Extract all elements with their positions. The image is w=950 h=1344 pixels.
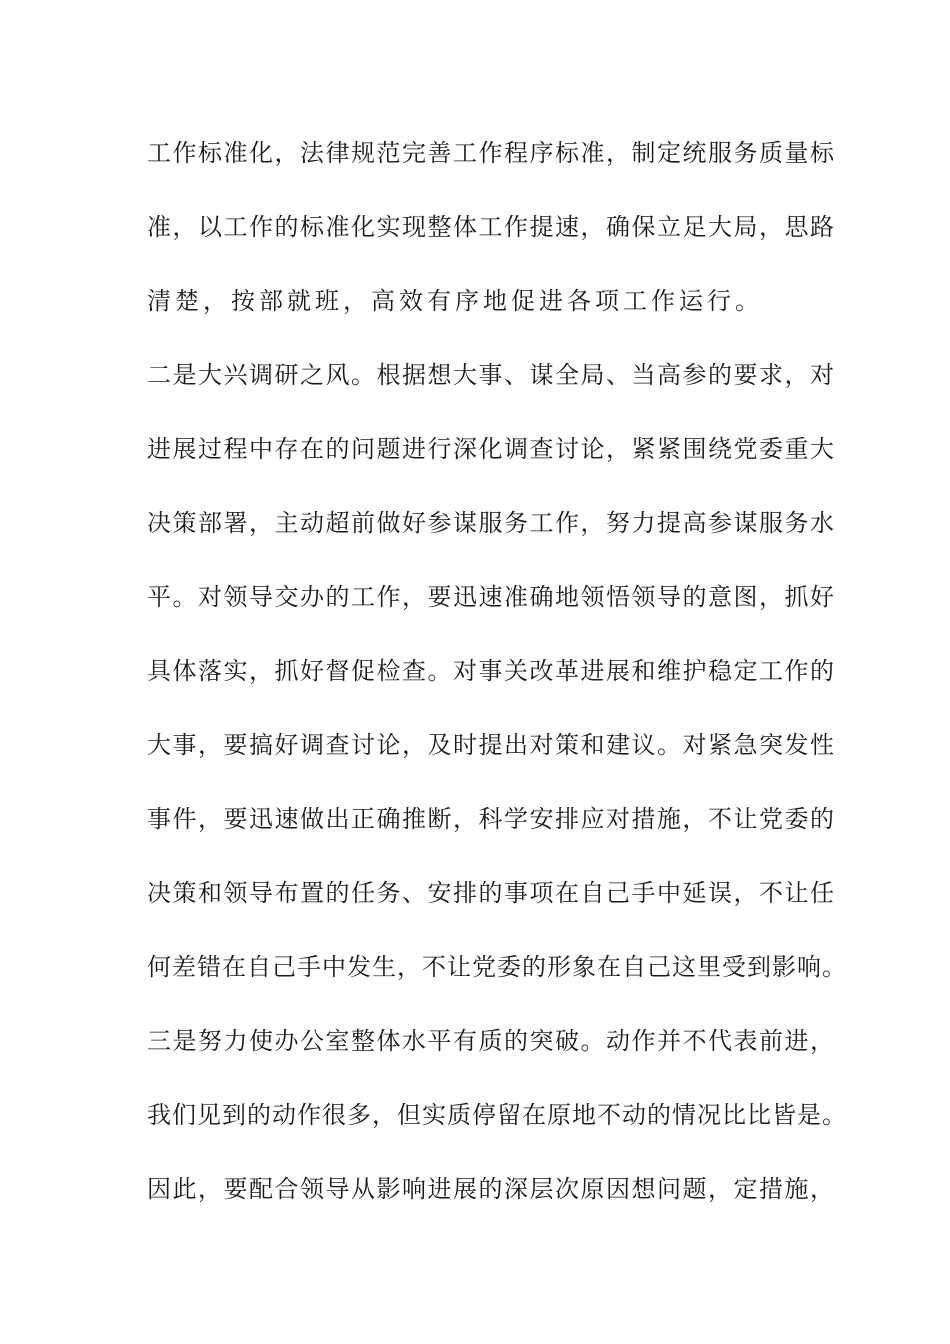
- text-line-14: 我们见到的动作很多，但实质停留在原地不动的情况比比皆是。: [147, 1101, 847, 1129]
- text-line-4: 二是大兴调研之风。根据想大事、谋全局、当高参的要求，对: [147, 361, 836, 389]
- text-line-5: 进展过程中存在的问题进行深化调查讨论，紧紧围绕党委重大: [147, 435, 836, 463]
- text-line-6: 决策部署，主动超前做好参谋服务工作，努力提高参谋服务水: [147, 509, 836, 537]
- text-line-3: 清楚，按部就班，高效有序地促进各项工作运行。: [147, 287, 763, 315]
- text-line-9: 大事，要搞好调查讨论，及时提出对策和建议。对紧急突发性: [147, 731, 836, 759]
- text-line-1: 工作标准化，法律规范完善工作程序标准，制定统服务质量标: [147, 139, 836, 167]
- text-line-2: 准，以工作的标准化实现整体工作提速，确保立足大局，思路: [147, 213, 836, 241]
- text-line-7: 平。对领导交办的工作，要迅速准确地领悟领导的意图，抓好: [147, 583, 836, 611]
- text-line-8: 具体落实，抓好督促检查。对事关改革进展和维护稳定工作的: [147, 657, 836, 685]
- text-line-15: 因此，要配合领导从影响进展的深层次原因想问题，定措施，: [147, 1175, 836, 1203]
- text-line-11: 决策和领导布置的任务、安排的事项在自己手中延误，不让任: [147, 879, 836, 907]
- text-line-12: 何差错在自己手中发生，不让党委的形象在自己这里受到影响。: [147, 953, 847, 981]
- text-line-13: 三是努力使办公室整体水平有质的突破。动作并不代表前进，: [147, 1027, 836, 1055]
- text-line-10: 事件，要迅速做出正确推断，科学安排应对措施，不让党委的: [147, 805, 836, 833]
